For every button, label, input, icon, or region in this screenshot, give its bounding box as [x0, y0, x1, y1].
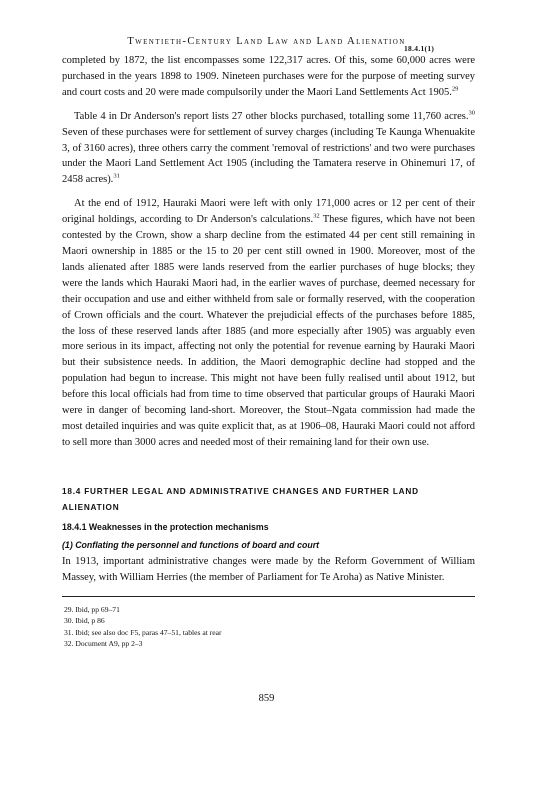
- paragraph-2-text-b: Seven of these purchases were for settlement of survey charges (including Te Kaunga Whenuakite 3, of 3160 acres), three others carry the comment 'removal of restrictions' and two were purchases under the Maori Land Settlement Act 1905 (including the Tamatera reserve in Ohinemuri 17, of 2458 acres).: [62, 126, 475, 186]
- footnote-marker-32: 32: [313, 212, 320, 220]
- footnote-29: 29. Ibid, pp 69–71: [64, 605, 120, 614]
- paragraph-3: [62, 196, 475, 451]
- paragraph-2-text-a: Table 4 in Dr Anderson's report lists 27 other blocks purchased, totalling some 11,760 acres.: [74, 110, 469, 122]
- page-number: 859: [258, 693, 275, 704]
- paragraph-3-text-b: These figures, which have not been contested by the Crown, show a sharp decline from the estimated 44 per cent still remaining in Maori ownership in 1885 or the 15 to 20 per cent still owned in 1900. Moreover, most of the lands alienated after 1885 were lands reserved from the earlier purchases of huge blocks; they were the lands which Hauraki Maori had, in the earlier waves of purchase, deemed necessary for their occupation and use and either withheld from sale or formally reserved, with the cooperation of Crown officials and the court. Whatever the prejudicial effects of the purchases before 1885, the loss of these reserved lands after 1885 (and more especially after 1905) was arguably even more serious in its impact, affecting not only the potential for revenue earning by Hauraki Maori but their subsistence needs. In addition, the Maori demographic decline had stopped and the population had begun to increase. This might not have been fully realised until about 1912, but before this local officials had from time to time observed that particular groups of Hauraki Maori were in danger of becoming land-short. Moreover, the Stout–Ngata commission had made the most detailed inquiries and was quite explicit that, as at 1906–08, Hauraki Maori could not afford to sell more than 3000 acres and needed most of their remaining land for their own use.: [62, 214, 475, 448]
- section-reference: 18.4.1(1): [404, 44, 435, 53]
- section-heading: 18.4 FURTHER LEGAL AND ADMINISTRATIVE CHANGES AND FURTHER LAND ALIENATION: [62, 487, 419, 512]
- paragraph-1-text: completed by 1872, the list encompasses some 122,317 acres. Of this, some 60,000 acres were purchased in the years 1898 to 1909. Nineteen purchases were for the purpose of meeting survey and court costs and 20 were made compulsorily under the Maori Land Settlements Act 1905.: [62, 55, 475, 98]
- footnote-marker-30: 30: [468, 109, 475, 117]
- footnotes: [62, 604, 475, 649]
- paragraph-1: [62, 53, 475, 101]
- running-title: Twentieth-Century Land Law and Land Alienation: [127, 36, 406, 47]
- footnote-32: 32. Document A9, pp 2–3: [64, 638, 143, 648]
- section-block: [62, 484, 475, 586]
- subsubsection-heading: (1) Conflating the personnel and functions of board and court: [62, 540, 320, 550]
- footnote-divider: [62, 596, 475, 597]
- footnote-marker-31: 31: [113, 172, 120, 180]
- footnote-marker-29: 29: [451, 85, 459, 93]
- footnote-31: 31. Ibid; see also doc F5, paras 47–51, tables at rear: [64, 627, 222, 637]
- paragraph-3-text-a: At the end of 1912, Hauraki Maori were left with only 171,000 acres or 12 per cent of their original holdings, according to Dr Anderson's calculations.: [62, 198, 475, 226]
- subsection-heading: 18.4.1 Weaknesses in the protection mechanisms: [62, 522, 269, 532]
- paragraph-2: [62, 109, 475, 189]
- body-text: [62, 53, 475, 451]
- section-paragraph: In 1913, important administrative changes were made by the Reform Government of William Massey, with William Herries (the member of Parliament for Te Aroha) as Native Minister.: [62, 556, 475, 583]
- footnote-30: 30. Ibid, p 86: [64, 616, 105, 626]
